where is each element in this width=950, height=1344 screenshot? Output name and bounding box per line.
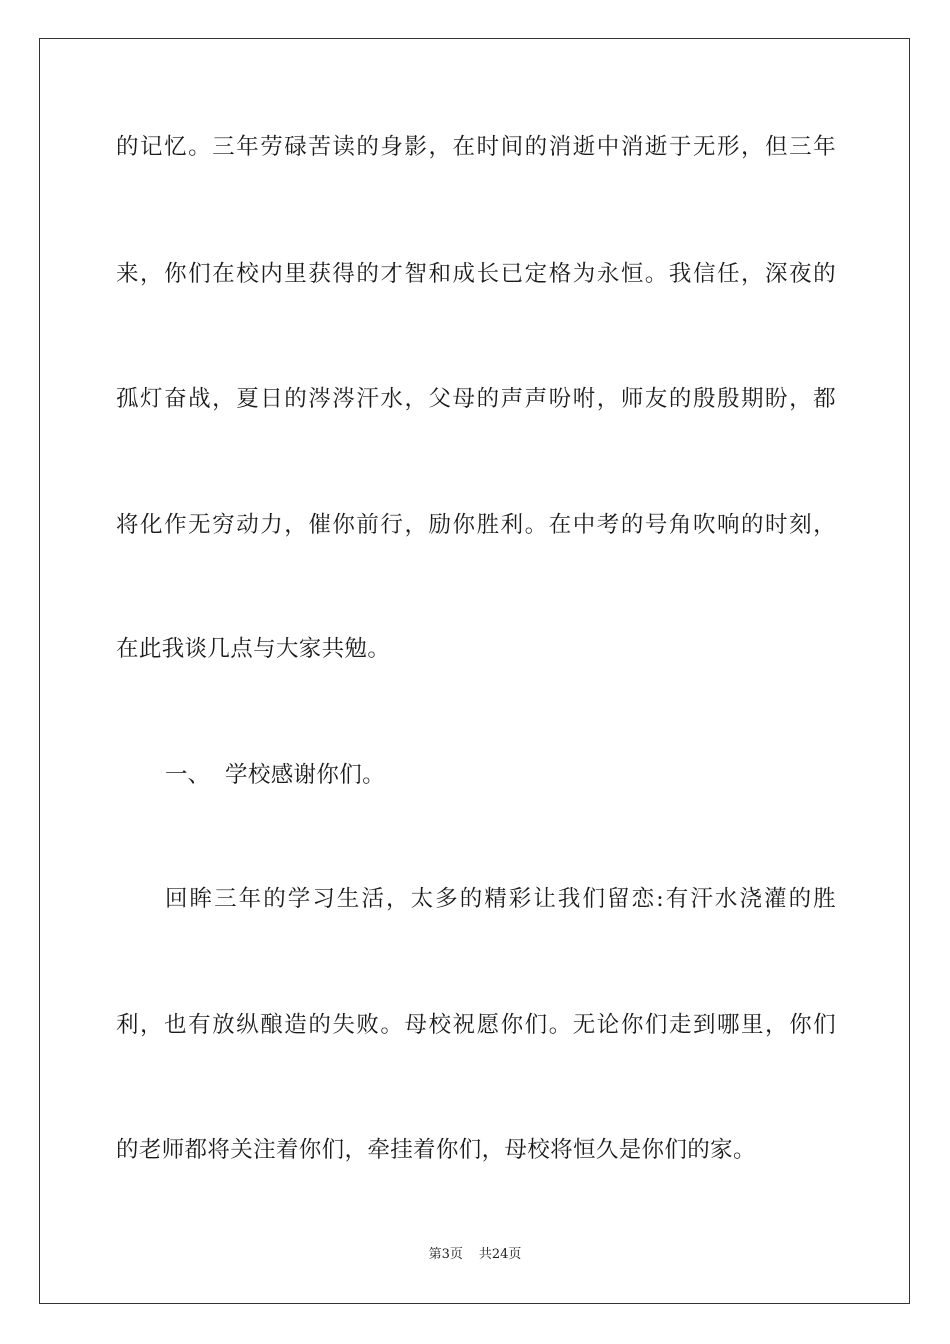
text-line-5: 在此我谈几点与大家共勉。	[116, 636, 391, 662]
paragraph-line-1: 回眸三年的学习生活，太多的精彩让我们留恋:有汗水浇灌的胜	[165, 886, 836, 912]
total-pages: 共24页	[478, 1247, 522, 1262]
paragraph-line-3: 的老师都将关注着你们，牵挂着你们，母校将恒久是你们的家。	[116, 1137, 756, 1163]
text-line-2: 来，你们在校内里获得的才智和成长已定格为永恒。我信任，深夜的	[116, 261, 836, 287]
paragraph-line-2: 利，也有放纵酿造的失败。母校祝愿你们。无论你们走到哪里，你们	[116, 1012, 836, 1038]
section-heading: 学校感谢你们。	[225, 762, 385, 788]
section-number: 一、	[165, 762, 211, 788]
page-footer	[0, 1246, 950, 1264]
text-line-4: 将化作无穷动力，催你前行，励你胜利。在中考的号角吹响的时刻，	[116, 512, 836, 538]
text-line-3: 孤灯奋战，夏日的涔涔汗水，父母的声声吩咐，师友的殷殷期盼，都	[116, 386, 836, 412]
text-line-1: 的记忆。三年劳碌苦读的身影，在时间的消逝中消逝于无形，但三年	[116, 134, 836, 160]
current-page-number: 第3页	[428, 1247, 463, 1262]
page-frame	[39, 38, 910, 1304]
